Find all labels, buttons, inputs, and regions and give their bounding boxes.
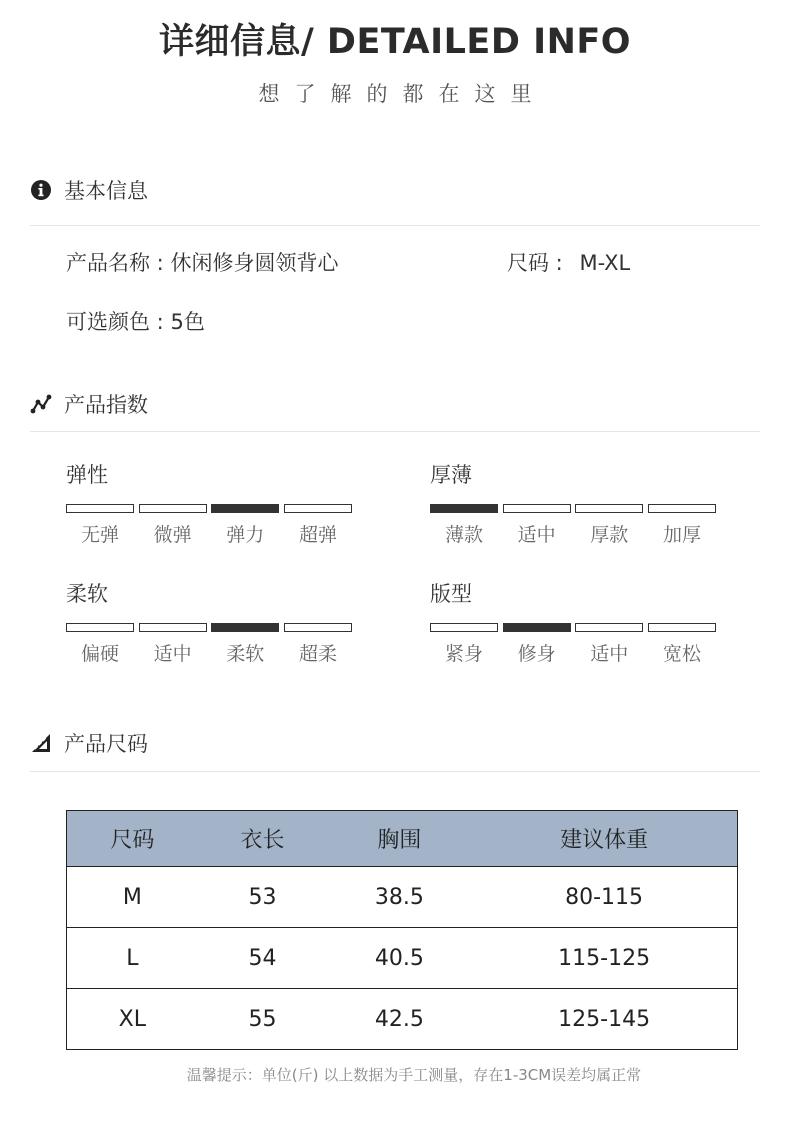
table-cell: 54	[198, 928, 328, 989]
scale-segment	[211, 504, 279, 513]
table-header-cell: 衣长	[198, 811, 328, 867]
scale-option: 修身	[517, 643, 556, 665]
table-header-cell: 建议体重	[471, 811, 737, 867]
ruler-triangle-icon	[30, 732, 52, 754]
scale-option: 紧身	[444, 643, 483, 665]
scale-segment	[503, 504, 571, 513]
table-cell: 125-145	[471, 989, 737, 1050]
scale-option: 超弹	[298, 524, 337, 546]
table-cell: 115-125	[471, 928, 737, 989]
table-cell: 42.5	[327, 989, 471, 1050]
table-cell: 38.5	[327, 867, 471, 928]
scale-option: 适中	[590, 643, 629, 665]
page-subtitle: 想了解的都在这里	[258, 82, 547, 106]
section-title-size: 产品尺码	[64, 732, 148, 756]
index-scale-thickness	[430, 504, 716, 513]
product-name-value: 休闲修身圆领背心	[170, 251, 339, 275]
scale-option: 适中	[153, 643, 192, 665]
scale-option: 无弹	[80, 524, 119, 546]
size-table	[66, 810, 738, 1050]
scale-segment	[66, 623, 134, 632]
colors-value: 5色	[170, 310, 205, 334]
table-cell: 80-115	[471, 867, 737, 928]
scale-segment	[648, 504, 716, 513]
trend-line-icon	[30, 393, 52, 415]
index-options-softness	[64, 641, 354, 667]
scale-segment	[284, 504, 352, 513]
scale-segment	[284, 623, 352, 632]
table-header-row	[67, 811, 738, 867]
index-options-fit	[428, 641, 718, 667]
index-options-elasticity	[64, 522, 354, 548]
index-group-fit-label: 版型	[430, 582, 472, 606]
table-cell: 53	[198, 867, 328, 928]
scale-option: 薄款	[444, 524, 483, 546]
section-header-size	[30, 728, 148, 758]
measurement-note: 温馨提示：单位(斤) 以上数据为手工测量，存在1-3CM误差均属正常	[186, 1066, 642, 1084]
size-label: 尺码 :	[507, 251, 563, 275]
index-scale-elasticity	[66, 504, 352, 513]
scale-option: 超柔	[298, 643, 337, 665]
scale-option: 加厚	[662, 524, 701, 546]
product-name-row	[66, 248, 338, 278]
divider	[30, 431, 760, 432]
section-header-index	[30, 389, 148, 419]
index-options-thickness	[428, 522, 718, 548]
scale-segment	[575, 504, 643, 513]
table-cell: 55	[198, 989, 328, 1050]
index-group-softness-label: 柔软	[66, 582, 108, 606]
divider	[30, 771, 760, 772]
page-title: 详细信息/ DETAILED INFO	[158, 22, 632, 62]
table-cell: 40.5	[327, 928, 471, 989]
scale-option: 柔软	[226, 643, 265, 665]
scale-option: 偏硬	[80, 643, 119, 665]
size-row	[507, 248, 630, 278]
table-cell: L	[67, 928, 198, 989]
divider	[30, 225, 760, 226]
info-circle-icon	[30, 179, 52, 201]
table-row	[67, 928, 738, 989]
table-row	[67, 867, 738, 928]
scale-segment	[139, 504, 207, 513]
scale-segment	[575, 623, 643, 632]
index-scale-softness	[66, 623, 352, 632]
scale-segment	[430, 623, 498, 632]
scale-option: 宽松	[662, 643, 701, 665]
scale-option: 微弹	[153, 524, 192, 546]
scale-segment	[211, 623, 279, 632]
colors-label: 可选颜色 :	[66, 310, 164, 334]
product-name-label: 产品名称 :	[66, 251, 164, 275]
scale-segment	[430, 504, 498, 513]
scale-option: 适中	[517, 524, 556, 546]
table-cell: XL	[67, 989, 198, 1050]
table-header-cell: 胸围	[327, 811, 471, 867]
scale-segment	[66, 504, 134, 513]
table-row	[67, 989, 738, 1050]
table-cell: M	[67, 867, 198, 928]
scale-option: 厚款	[590, 524, 629, 546]
table-header-cell: 尺码	[67, 811, 198, 867]
scale-segment	[139, 623, 207, 632]
index-scale-fit	[430, 623, 716, 632]
index-group-elasticity-label: 弹性	[66, 463, 108, 487]
scale-option: 弹力	[226, 524, 265, 546]
size-value: M-XL	[579, 251, 631, 275]
section-title-index: 产品指数	[64, 393, 148, 417]
colors-row	[66, 307, 205, 337]
scale-segment	[648, 623, 716, 632]
scale-segment	[503, 623, 571, 632]
section-header-basic	[30, 175, 148, 205]
section-title-basic: 基本信息	[64, 179, 148, 203]
index-group-thickness-label: 厚薄	[430, 463, 472, 487]
